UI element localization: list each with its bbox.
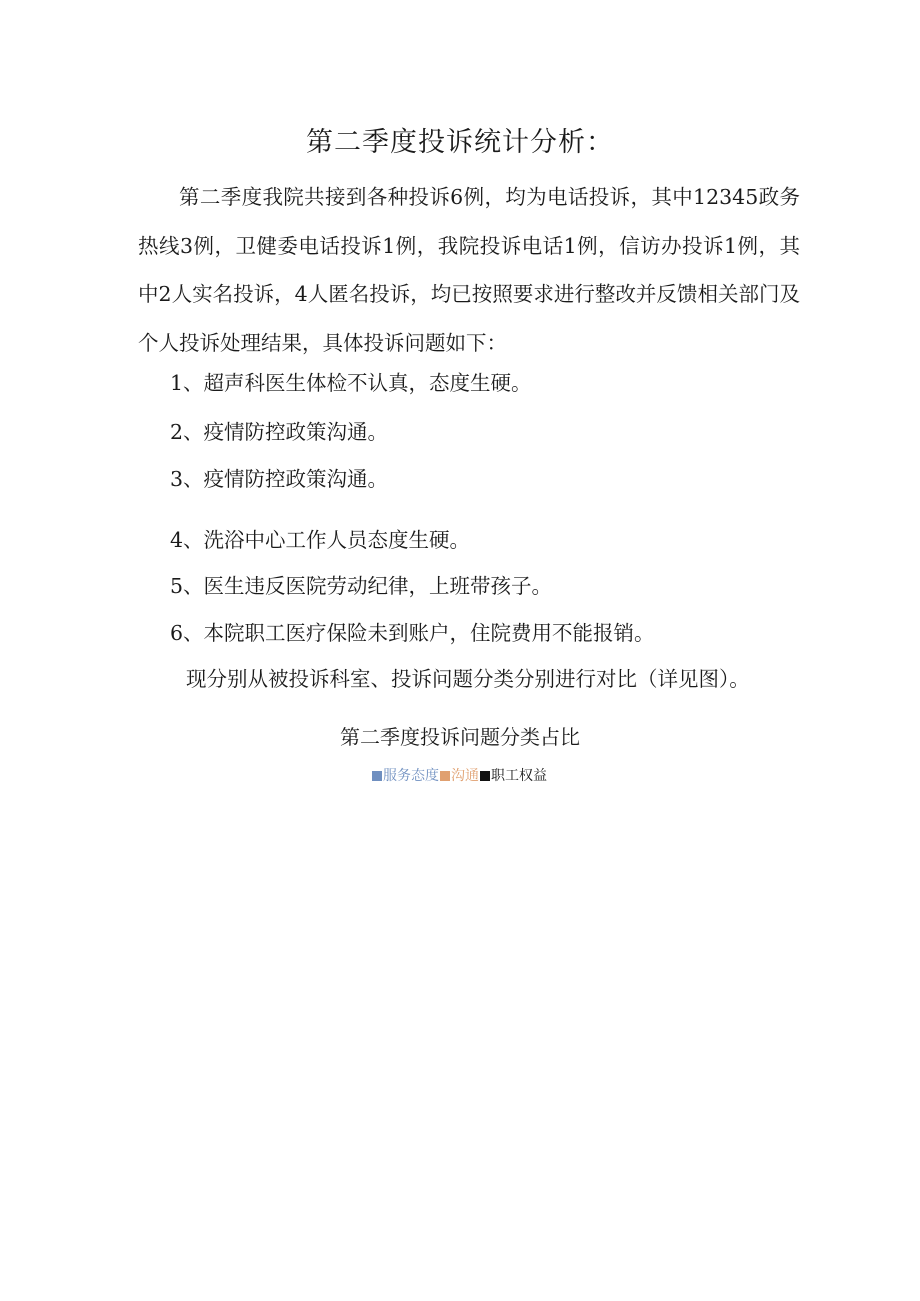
complaint-item-1: [170, 369, 532, 397]
legend-label-3: 职工权益: [491, 768, 547, 784]
item-number: 2、: [170, 420, 204, 444]
item-text: 疫情防控政策沟通。: [203, 420, 389, 444]
item-text: 洗浴中心工作人员态度生硬。: [203, 528, 471, 552]
legend-label-2: 沟通: [451, 768, 479, 784]
item-text: 本院职工医疗保险未到账户，住院费用不能报销。: [203, 621, 655, 645]
complaint-item-6: [170, 619, 655, 647]
item-number: 6、: [170, 621, 204, 645]
item-text: 医生违反医院劳动纪律，上班带孩子。: [203, 574, 553, 598]
item-number: 1、: [170, 371, 204, 395]
pie-chart: [0, 718, 920, 818]
intro-paragraph: 第二季度我院共接到各种投诉6例，均为电话投诉，其中12345政务热线3例，卫健委电话投诉1例，我院投诉电话1例，信访办投诉1例，其中2人实名投诉，4人匿名投诉，均已按照要求进行整改并反馈相关部门及个人投诉处理结果，具体投诉问题如下：: [138, 185, 800, 355]
complaint-item-3: [170, 465, 388, 493]
item-text: 超声科医生体检不认真，态度生硬。: [203, 371, 532, 395]
legend-swatch-3: [480, 771, 490, 781]
legend-swatch-1: [372, 771, 382, 781]
closing-paragraph: 现分别从被投诉科室、投诉问题分类分别进行对比（详见图）。: [186, 667, 750, 691]
chart-title: 第二季度投诉问题分类占比: [340, 725, 580, 749]
complaint-item-2: [170, 418, 388, 446]
legend-label-1: 服务态度: [383, 768, 439, 784]
item-text: 疫情防控政策沟通。: [203, 467, 389, 491]
complaint-item-5: [170, 572, 552, 600]
document-title: 第二季度投诉统计分析：: [306, 127, 614, 158]
chart-legend: [0, 766, 920, 786]
item-number: 4、: [170, 528, 204, 552]
item-number: 5、: [170, 574, 204, 598]
complaint-item-4: [170, 526, 470, 554]
item-number: 3、: [170, 467, 204, 491]
legend-swatch-2: [440, 771, 450, 781]
